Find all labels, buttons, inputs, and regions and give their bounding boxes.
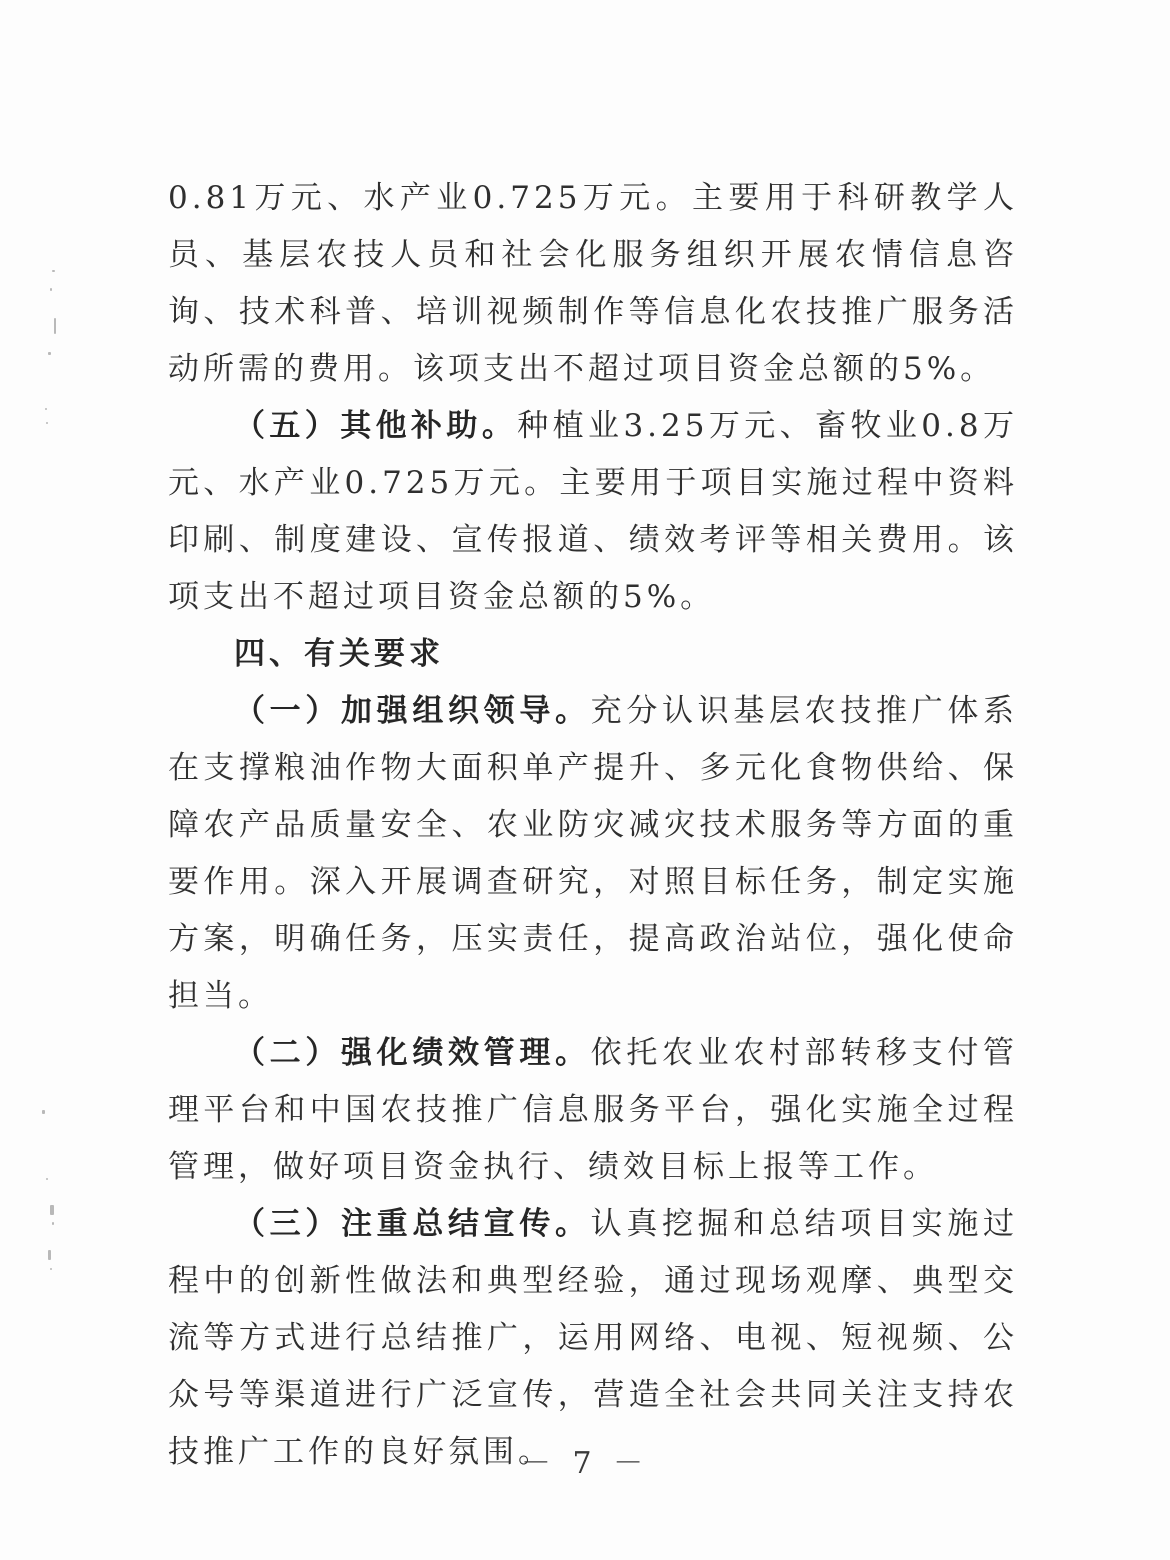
binding-hole-mark [46, 1178, 48, 1180]
binding-hole-mark [46, 422, 48, 424]
paragraph-text: 种植业3.25万元、畜牧业0.8万元、水产业0.725万元。主要用于项目实施过程中资料印刷、制度建设、宣传报道、绩效考评等相关费用。该项支出不超过项目资金总额的5%。 [168, 408, 1018, 615]
paragraph-info-services-continued [168, 170, 1018, 398]
subsection-heading: （五）其他补助。 [234, 408, 518, 444]
binding-hole-mark [45, 408, 47, 410]
binding-hole-mark [48, 352, 51, 355]
binding-hole-mark [42, 1110, 45, 1114]
binding-hole-mark [52, 270, 55, 272]
paragraph-text: 充分认识基层农技推广体系在支撑粮油作物大面积单产提升、多元化食物供给、保障农产品质量安全、农业防灾减灾技术服务等方面的重要作用。深入开展调查研究，对照目标任务，制定实施方案，明确任务，压实责任，提高政治站位，强化使命担当。 [168, 693, 1019, 1014]
binding-hole-mark [52, 1222, 54, 1225]
paragraph-text: 0.81万元、水产业0.725万元。主要用于科研教学人员、基层农技人员和社会化服务组织开展农情信息咨询、技术科普、培训视频制作等信息化农技推广服务活动所需的费用。该项支出不超过项目资金总额的5%。 [168, 180, 1018, 387]
subsection-heading: （一）加强组织领导。 [234, 693, 591, 729]
binding-hole-mark [50, 1268, 52, 1270]
page-number: － 7 － [520, 1446, 650, 1481]
subsection-heading: （二）强化绩效管理。 [234, 1035, 591, 1071]
paragraph-text: 依托农业农村部转移支付管理平台和中国农技推广信息服务平台，强化实施全过程管理，做好项目资金执行、绩效目标上报等工作。 [168, 1035, 1019, 1185]
binding-hole-mark [50, 1205, 54, 1215]
paragraph-text: 认真挖掘和总结项目实施过程中的创新性做法和典型经验，通过现场观摩、典型交流等方式进行总结推广，运用网络、电视、短视频、公众号等渠道进行广泛宣传，营造全社会共同关注支持农技推广工作的良好氛围。 [168, 1206, 1019, 1470]
paragraph-performance-management [168, 1025, 1018, 1196]
paragraph-organization-leadership [168, 683, 1018, 1025]
section-heading: 四、有关要求 [234, 636, 444, 672]
paragraph-other-subsidies [168, 398, 1018, 626]
document-body [168, 170, 1018, 1481]
subsection-heading: （三）注重总结宣传。 [234, 1206, 591, 1242]
binding-hole-mark [54, 318, 56, 334]
binding-hole-mark [50, 288, 52, 291]
binding-hole-mark [48, 1250, 51, 1260]
